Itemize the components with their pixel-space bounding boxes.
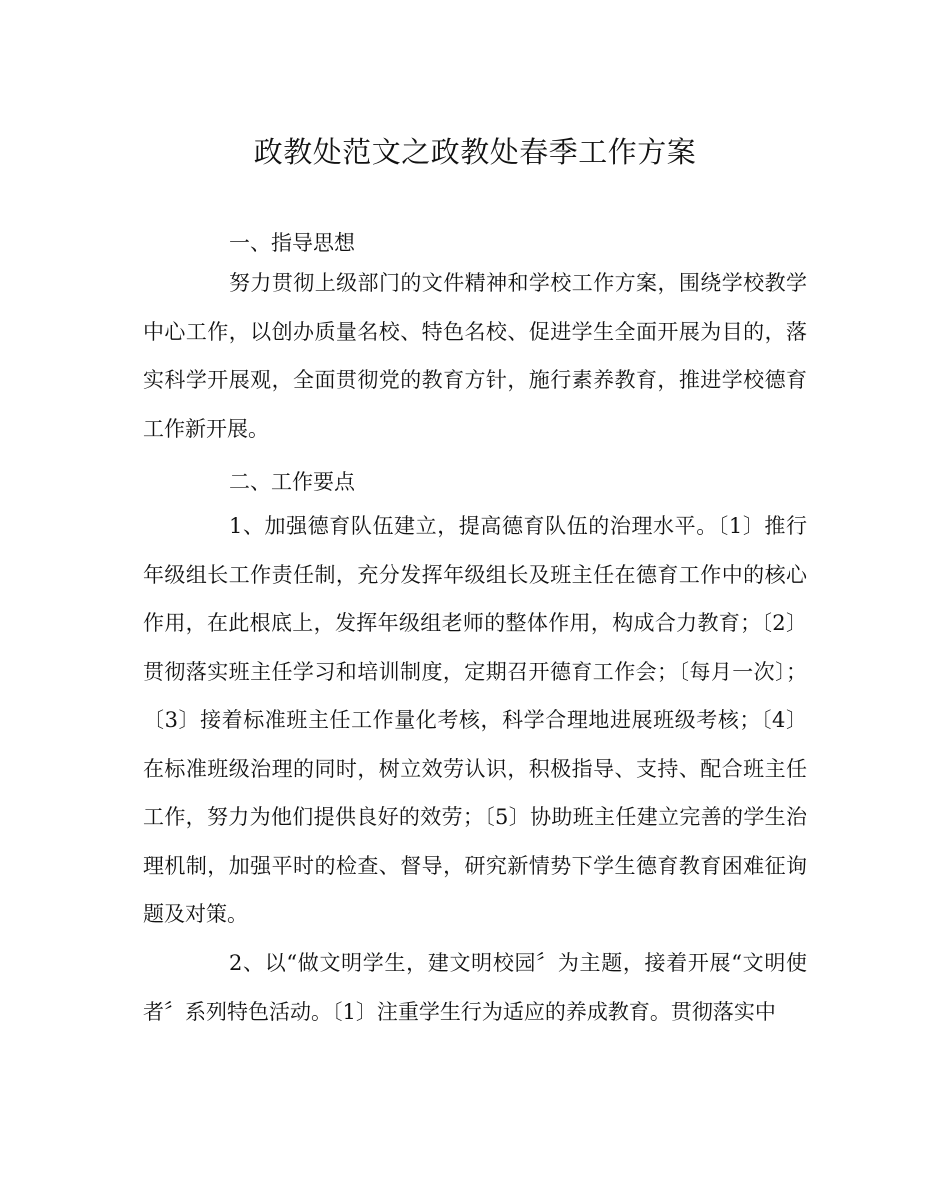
section-heading-guiding-ideology: 一、指导思想 bbox=[229, 231, 355, 255]
paragraph-work-point-2: 2、以“做文明学生，建文明校园〞为主题，接着开展“文明使者〞系列特色活动。〔1〕注重学生行为适应的养成教育。贯彻落实中 bbox=[143, 951, 807, 1024]
document-title: 政教处范文之政教处春季工作方案 bbox=[253, 135, 697, 169]
paragraph-work-point-1: 1、加强德育队伍建立，提高德育队伍的治理水平。〔1〕推行年级组长工作责任制，充分发挥年级组长及班主任在德育工作中的核心作用，在此根底上，发挥年级组老师的整体作用，构成合力教育；〔2〕贯彻落实班主任学习和培训制度，定期召开德育工作会；〔每月一次〕；〔3〕接着标准班主任工作量化考核，科学合理地进展班级考核；〔4〕在标准班级治理的同时，树立效劳认识，积极指导、支持、配合班主任工作，努力为他们提供良好的效劳；〔5〕协助班主任建立完善的学生治理机制，加强平时的检查、督导，研究新情势下学生德育教育困难征询题及对策。 bbox=[143, 514, 807, 926]
section-heading-work-points: 二、工作要点 bbox=[229, 470, 355, 494]
paragraph-guiding-ideology: 努力贯彻上级部门的文件精神和学校工作方案，围绕学校教学中心工作，以创办质量名校、特色名校、促进学生全面开展为目的，落实科学开展观，全面贯彻党的教育方针，施行素养教育，推进学校德育工作新开展。 bbox=[143, 271, 807, 441]
